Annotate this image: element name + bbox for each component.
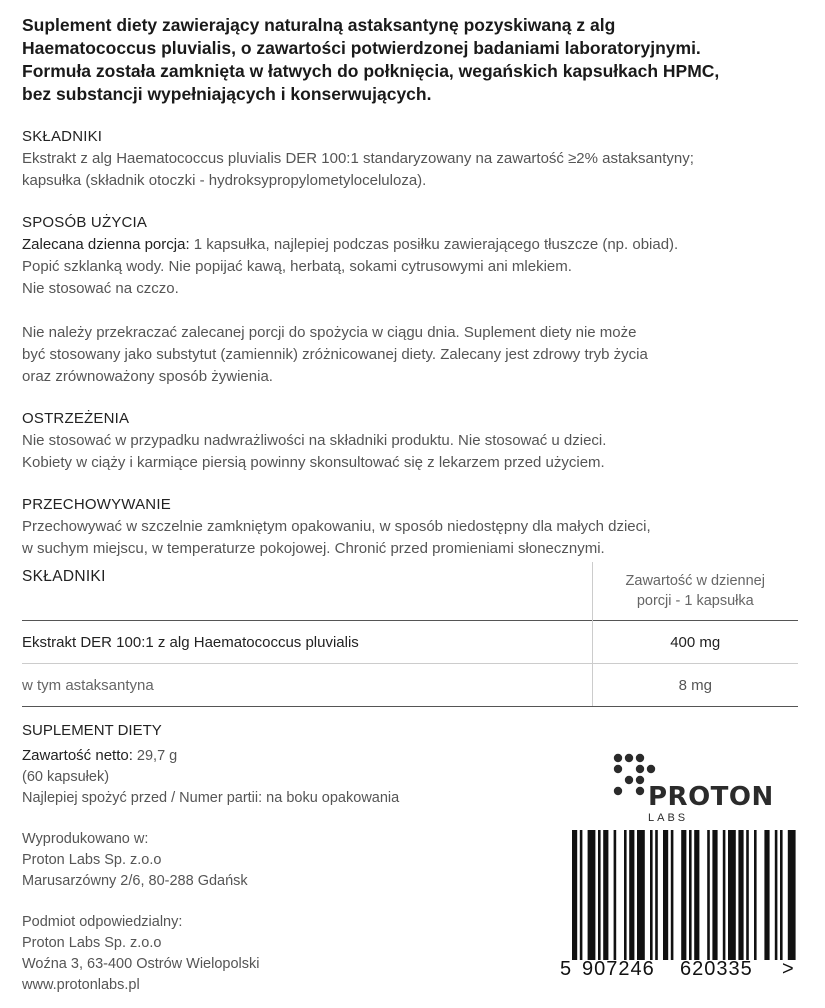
text-line: Nie stosować na czczo. <box>22 280 179 297</box>
intro-line: Suplement diety zawierający naturalną astaksantynę pozyskiwaną z alg <box>22 15 616 35</box>
text-line: Ekstrakt z alg Haematococcus pluvialis DER 100:1 standaryzowany na zawartość ≥2% astaksantyny; <box>22 150 694 167</box>
text-line: Popić szklanką wody. Nie popijać kawą, herbatą, sokami cytrusowymi ani mlekiem. <box>22 258 572 275</box>
label-content <box>22 14 806 560</box>
footer-info <box>22 720 399 996</box>
table-header-ingredients: SKŁADNIKI <box>22 568 106 585</box>
responsible-line: Proton Labs Sp. z.o.o <box>22 935 162 951</box>
text-line: Nie należy przekraczać zalecanej porcji do spożycia w ciągu dnia. Suplement diety nie może <box>22 324 637 341</box>
text-line: być stosowany jako substytut (zamiennik) zróżnicowanej diety. Zalecany jest zdrowy tryb życia <box>22 346 648 363</box>
usage-title: SPOSÓB UŻYCIA <box>22 214 148 231</box>
ingredients-text <box>22 148 806 192</box>
text-line: Kobiety w ciąży i karmiące piersią powinny skonsultować się z lekarzem przed użyciem. <box>22 454 605 471</box>
manufacturer-line: Proton Labs Sp. z.o.o <box>22 852 162 868</box>
storage-section <box>22 494 806 560</box>
manufacturer-block <box>22 829 399 892</box>
barcode-group-1: 907246 <box>582 958 655 980</box>
warnings-text <box>22 430 806 474</box>
logo-wordmark: PROTON <box>648 782 774 812</box>
ingredients-section <box>22 126 806 192</box>
table-header-amount: Zawartość w dziennej porcji - 1 kapsułka <box>592 562 798 621</box>
intro-line: Haematococcus pluvialis, o zawartości potwierdzonej badaniami laboratoryjnymi. <box>22 38 701 58</box>
row-amount: 8 mg <box>592 664 798 707</box>
barcode-first-digit: 5 <box>560 958 573 980</box>
net-value: 29,7 g <box>132 748 178 764</box>
usage-notice <box>22 322 806 388</box>
storage-text <box>22 516 806 560</box>
barcode-icon <box>560 830 804 960</box>
intro-line: Formuła została zamknięta w łatwych do połknięcia, wegańskich kapsułkach HPMC, <box>22 61 720 81</box>
barcode-group-2: 620335 <box>680 958 753 980</box>
table-row <box>22 664 798 707</box>
table-row <box>22 621 798 664</box>
logo-sub: LABS <box>648 812 689 824</box>
usage-lead: Zalecana dzienna porcja: <box>22 236 190 253</box>
usage-section <box>22 212 806 388</box>
text-line: kapsułka (składnik otoczki - hydroksypropylometyloceluloza). <box>22 172 427 189</box>
intro-text <box>22 14 806 106</box>
row-ingredient: w tym astaksantyna <box>22 664 592 707</box>
responsible-line: Woźna 3, 63-400 Ostrów Wielopolski <box>22 956 260 972</box>
text-line: oraz zrównoważony sposób żywienia. <box>22 368 273 385</box>
net-label: Zawartość netto: <box>22 747 133 764</box>
responsible-title: Podmiot odpowiedzialny: <box>22 914 183 930</box>
row-ingredient: Ekstrakt DER 100:1 z alg Haematococcus pluvialis <box>22 621 592 664</box>
nutrition-table <box>22 562 798 707</box>
row-amount: 400 mg <box>592 621 798 664</box>
proton-labs-logo <box>612 752 782 824</box>
usage-lead-rest: 1 kapsułka, najlepiej podczas posiłku zawierającego tłuszcze (np. obiad). <box>189 236 679 253</box>
ingredients-title: SKŁADNIKI <box>22 128 103 145</box>
responsible-block <box>22 912 399 996</box>
storage-title: PRZECHOWYWANIE <box>22 496 171 513</box>
text-line: Przechowywać w szczelnie zamkniętym opakowaniu, w sposób niedostępny dla małych dzieci, <box>22 518 651 535</box>
warnings-title: OSTRZEŻENIA <box>22 410 130 427</box>
intro-line: bez substancji wypełniających i konserwujących. <box>22 84 432 104</box>
warnings-section <box>22 408 806 474</box>
table-header-row <box>22 562 798 621</box>
website-link[interactable]: www.protonlabs.pl <box>22 977 140 993</box>
product-type: SUPLEMENT DIETY <box>22 722 162 739</box>
text-line: Nie stosować w przypadku nadwrażliwości na składniki produktu. Nie stosować u dzieci. <box>22 432 607 449</box>
manufacturer-line: Marusarzówny 2/6, 80-288 Gdańsk <box>22 873 248 889</box>
best-before: Najlepiej spożyć przed / Numer partii: na boku opakowania <box>22 790 400 806</box>
capsule-count: (60 kapsułek) <box>22 769 110 785</box>
manufacturer-title: Wyprodukowano w: <box>22 831 149 847</box>
text-line: w suchym miejscu, w temperaturze pokojowej. Chronić przed promieniami słonecznymi. <box>22 540 605 557</box>
usage-text <box>22 234 806 300</box>
barcode-end-mark: > <box>782 958 795 980</box>
